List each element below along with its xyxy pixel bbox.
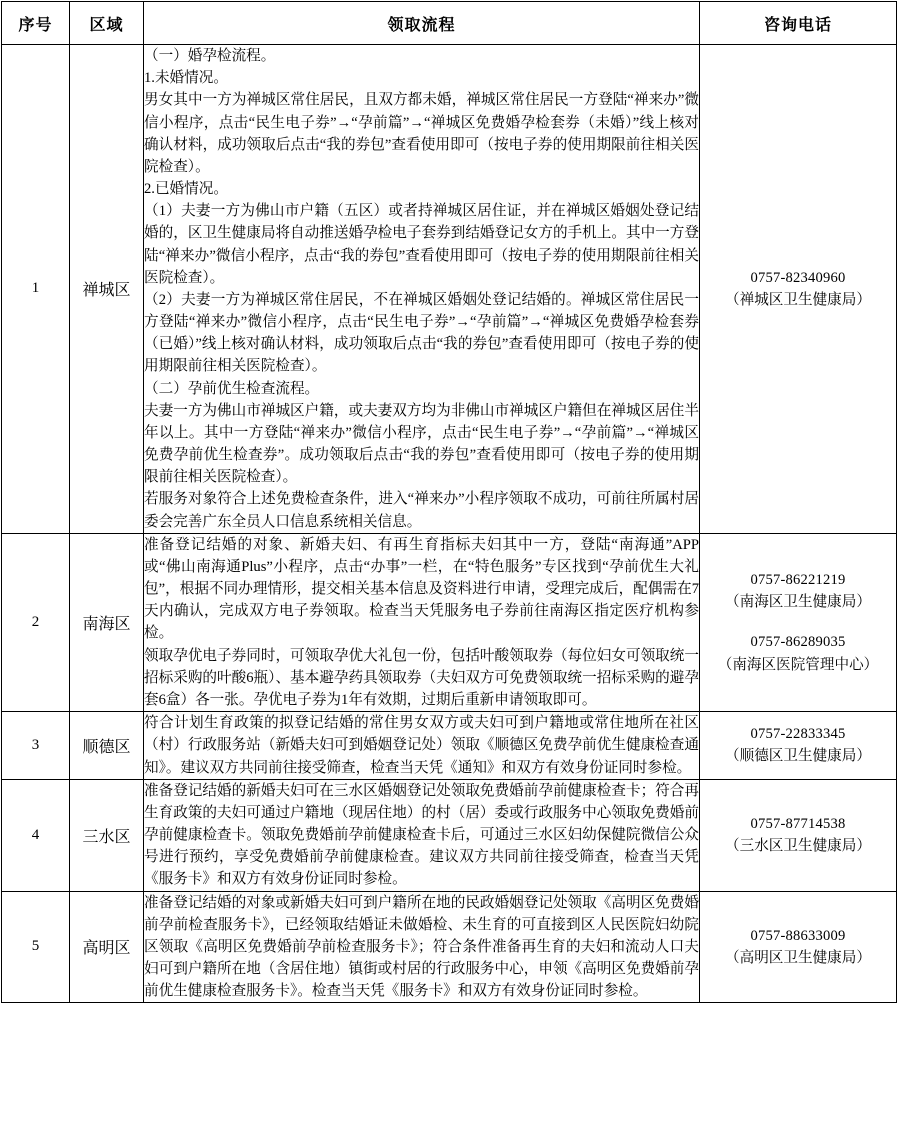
table-body <box>2 45 897 1003</box>
table-row <box>2 533 897 711</box>
phone-organization: （南海区卫生健康局） <box>725 594 871 611</box>
claim-process-paragraph: 1.未婚情况。 <box>144 70 228 87</box>
phone-block <box>700 813 896 857</box>
table-row <box>2 779 897 891</box>
claim-process-paragraph: 2.已婚情况。 <box>144 181 228 198</box>
cell-area: 三水区 <box>70 779 144 891</box>
cell-serial-number: 1 <box>2 45 70 534</box>
cell-claim-process <box>144 45 700 534</box>
phone-number[interactable]: 0757-87714538 <box>750 815 846 832</box>
phone-number[interactable]: 0757-86289035 <box>750 634 846 651</box>
table-header-row <box>2 2 897 45</box>
phone-organization: （禅城区卫生健康局） <box>725 291 871 308</box>
cell-contact-phone <box>700 712 897 780</box>
cell-claim-process <box>144 779 700 891</box>
table-row <box>2 712 897 780</box>
cell-serial-number: 2 <box>2 533 70 711</box>
phone-number[interactable]: 0757-86221219 <box>750 572 846 589</box>
phone-organization: （三水区卫生健康局） <box>725 838 871 855</box>
cell-contact-phone <box>700 533 897 711</box>
claim-process-paragraph: （2）夫妻一方为禅城区常住居民，不在禅城区婚姻处登记结婚的。禅城区常住居民一方登陆“禅来办”微信小程序，点击“民生电子券”→“孕前篇”→“禅城区免费婚孕检套券（已婚）”线上核对确认材料，成功领取后点击“我的券包”查看使用即可（按电子券的使用期限前往相关医院检查）。 <box>144 291 699 375</box>
column-header-serial-number: 序号 <box>2 2 70 45</box>
cell-claim-process <box>144 712 700 780</box>
claim-process-paragraph: 男女其中一方为禅城区常住居民，且双方都未婚，禅城区常住居民一方登陆“禅来办”微信小程序，点击“民生电子券”→“孕前篇”→“禅城区免费婚孕检套券（未婚）”线上核对确认材料，成功领取后点击“我的券包”查看使用即可（按电子券的使用期限前往相关医院检查）。 <box>144 92 699 175</box>
phone-block <box>700 569 896 613</box>
claim-process-paragraph: 领取孕优电子券同时，可领取孕优大礼包一份，包括叶酸领取券（每位妇女可领取统一招标采购的叶酸6瓶）、基本避孕药具领取券（夫妇双方可免费领取统一招标采购的避孕套6盒）各一张。孕优电子券为1年有效期，过期后重新申请领取即可。 <box>144 647 699 708</box>
cell-contact-phone <box>700 891 897 1003</box>
claim-process-paragraph: （二）孕前优生检查流程。 <box>144 380 320 397</box>
phone-number[interactable]: 0757-22833345 <box>750 726 846 743</box>
claim-process-paragraph: 准备登记结婚的对象、新婚夫妇、有再生育指标夫妇其中一方，登陆“南海通”APP或“佛山南海通Plus”小程序，点击“办事”一栏，在“特色服务”专区找到“孕前优生大礼包”，根据不同办理情形，提交相关基本信息及资料进行申请，受理完成后，配偶需在7天内确认，完成双方电子券领取。检查当天凭服务电子券前往南海区指定医疗机构参检。 <box>144 536 699 642</box>
cell-claim-process <box>144 891 700 1003</box>
claim-process-paragraph: 夫妻一方为佛山市禅城区户籍，或夫妻双方均为非佛山市禅城区户籍但在禅城区居住半年以上。其中一方登陆“禅来办”微信小程序，点击“民生电子券”→“孕前篇”→“禅城区免费孕前优生检查券”。成功领取后点击“我的券包”查看使用即可（按电子券的使用期限前往相关医院检查）。 <box>144 402 699 486</box>
cell-contact-phone <box>700 45 897 534</box>
claim-process-paragraph: 若服务对象符合上述免费检查条件，进入“禅来办”小程序领取不成功，可前往所属村居委会完善广东全员人口信息系统相关信息。 <box>144 491 699 530</box>
cell-claim-process <box>144 533 700 711</box>
claim-process-paragraph: （一）婚孕检流程。 <box>144 48 276 64</box>
column-header-contact-phone: 咨询电话 <box>700 2 897 45</box>
claim-process-paragraph: 准备登记结婚的对象或新婚夫妇可到户籍所在地的民政婚姻登记处领取《高明区免费婚前孕前检查服务卡》，已经领取结婚证未做婚检、未生育的可直接到区人民医院妇幼院区领取《高明区免费婚前孕前检查服务卡》；符合条件准备再生育的夫妇和流动人口夫妇可到户籍所在地（含居住地）镇街或村居的行政服务中心，申领《高明区免费婚前孕前优生健康检查服务卡》。检查当天凭《服务卡》和双方有效身份证同时参检。 <box>144 894 699 1000</box>
column-header-area: 区域 <box>70 2 144 45</box>
benefits-claim-process-table <box>1 1 897 1003</box>
table-header <box>2 2 897 45</box>
phone-organization: （南海区医院管理中心） <box>717 656 879 673</box>
cell-area: 南海区 <box>70 533 144 711</box>
cell-serial-number: 5 <box>2 891 70 1003</box>
phone-organization: （高明区卫生健康局） <box>725 949 871 966</box>
cell-serial-number: 3 <box>2 712 70 780</box>
table-row <box>2 891 897 1003</box>
phone-organization: （顺德区卫生健康局） <box>725 748 871 765</box>
claim-process-paragraph: 准备登记结婚的新婚夫妇可在三水区婚姻登记处领取免费婚前孕前健康检查卡；符合再生育政策的夫妇可通过户籍地（现居住地）的村（居）委或行政服务中心领取免费婚前孕前健康检查卡。领取免费婚前孕前健康检查卡后，可通过三水区妇幼保健院微信公众号进行预约，享受免费婚前孕前健康检查。建议双方共同前往接受筛查，检查当天凭《服务卡》和双方有效身份证同时参检。 <box>144 782 699 888</box>
phone-block <box>700 267 896 311</box>
phone-block <box>700 723 896 767</box>
cell-serial-number: 4 <box>2 779 70 891</box>
claim-process-paragraph: 符合计划生育政策的拟登记结婚的常住男女双方或夫妇可到户籍地或常住地所在社区（村）行政服务站（新婚夫妇可到婚姻登记处）领取《顺德区免费孕前优生健康检查通知》。建议双方共同前往接受筛查，检查当天凭《通知》和双方有效身份证同时参检。 <box>144 715 699 776</box>
cell-contact-phone <box>700 779 897 891</box>
phone-number[interactable]: 0757-82340960 <box>750 269 846 286</box>
phone-number[interactable]: 0757-88633009 <box>750 927 846 944</box>
table-row <box>2 45 897 534</box>
claim-process-paragraph: （1）夫妻一方为佛山市户籍（五区）或者持禅城区居住证，并在禅城区婚姻处登记结婚的，区卫生健康局将自动推送婚孕检电子套券到结婚登记女方的手机上。其中一方登陆“禅来办”微信小程序，点击“我的券包”查看使用即可（按电子券的使用期限前往相关医院检查）。 <box>144 203 699 286</box>
cell-area: 高明区 <box>70 891 144 1003</box>
column-header-claim-process: 领取流程 <box>144 2 700 45</box>
cell-area: 顺德区 <box>70 712 144 780</box>
cell-area: 禅城区 <box>70 45 144 534</box>
phone-block <box>700 631 896 675</box>
phone-block <box>700 925 896 969</box>
